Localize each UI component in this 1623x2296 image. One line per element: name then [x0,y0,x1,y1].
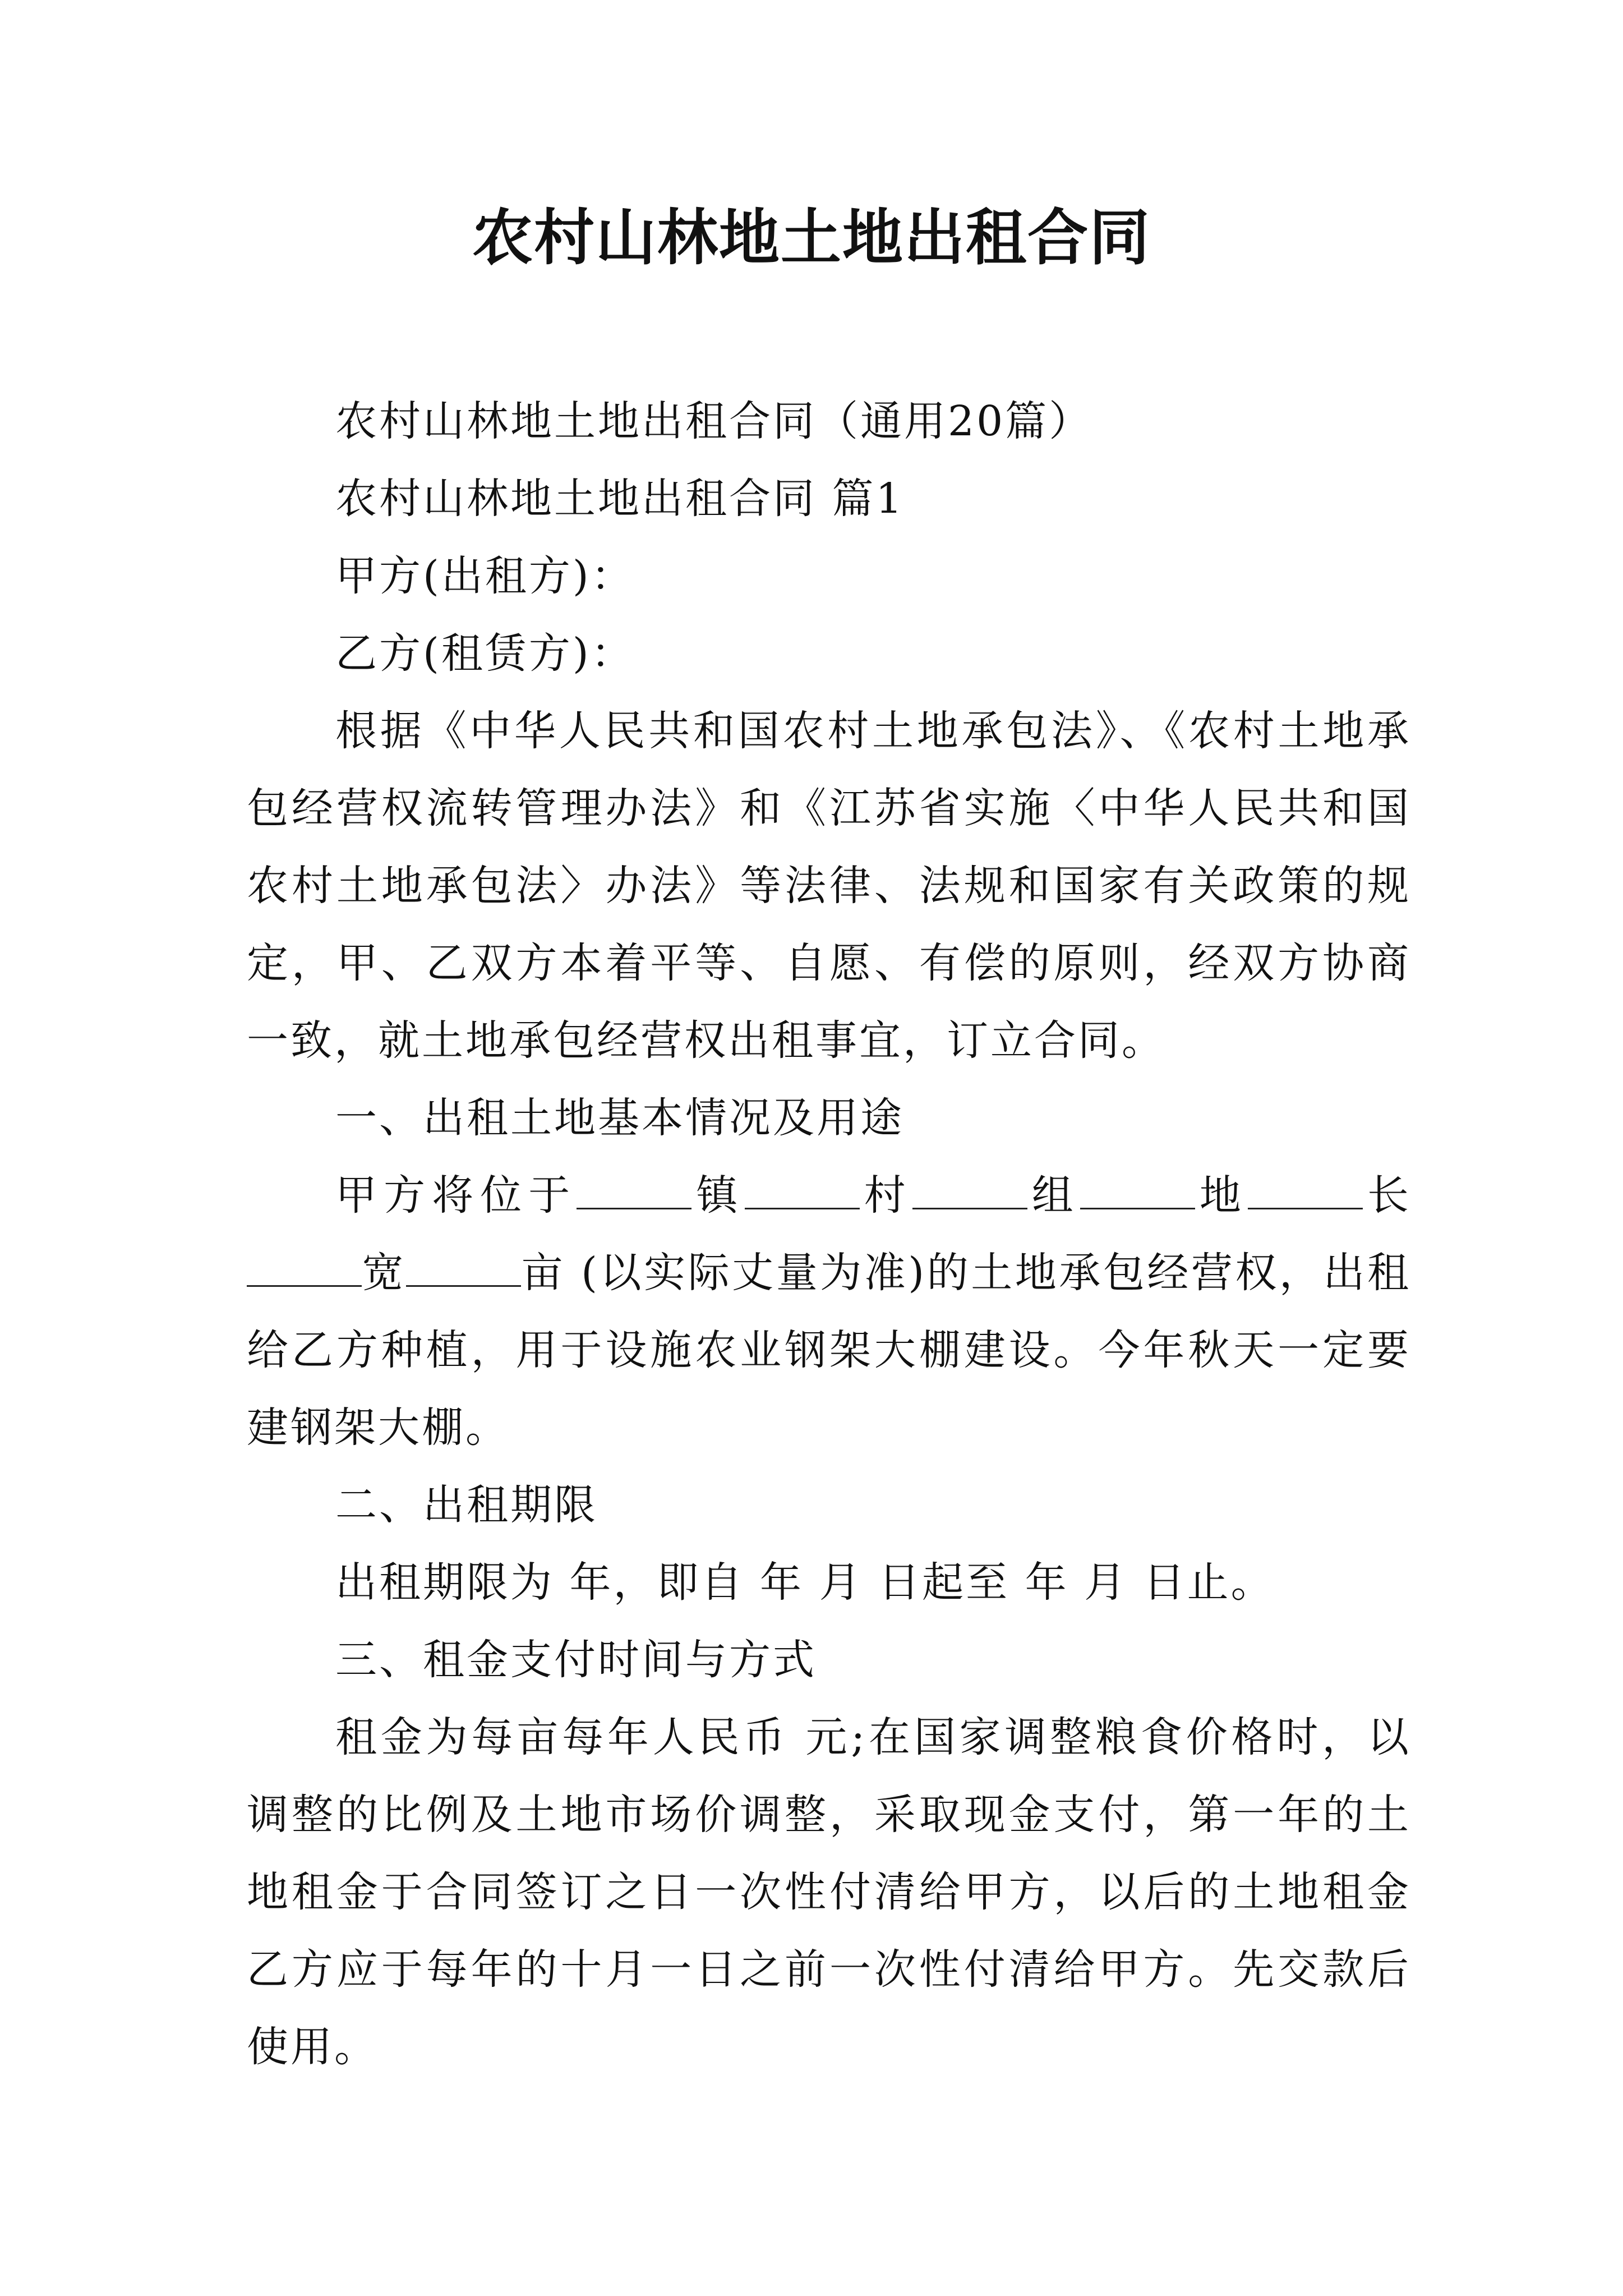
subtitle-line: 农村山林地土地出租合同（通用20篇） [335,397,1093,445]
blank-field-location [1248,1174,1363,1209]
clause-1-text-c: 村 [859,1171,912,1220]
clause-1-text-a: 甲方将位于 [335,1171,577,1220]
clause-2-heading: 二、出租期限 [335,1481,598,1529]
clause-1-text-f: 长 [1362,1171,1412,1220]
clause-1-heading: 一、出租土地基本情况及用途 [335,1094,904,1142]
blank-field-group [912,1174,1027,1209]
blank-field-length [247,1251,362,1287]
blank-field-village [745,1174,860,1209]
party-a-line: 甲方(出租方)： [335,552,635,600]
section-heading-part1: 农村山林地土地出租合同 篇1 [335,475,905,523]
clause-1-text-e: 地 [1195,1171,1248,1220]
clause-1-text-d: 组 [1027,1171,1080,1220]
clause-2-body: 出租期限为 年，即自 年 月 日起至 年 月 日止。 [335,1558,1275,1607]
blank-field-width [406,1251,521,1287]
blank-field-town [577,1174,691,1209]
clause-1-text-b: 镇 [691,1171,745,1220]
preamble-paragraph: 根据《中华人民共和国农村土地承包法》、《农村土地承包经营权流转管理办法》和《江苏省实施〈中华人民共和国农村土地承包法〉办法》等法律、法规和国家有关政策的规定，甲、乙双方本着平等、自愿、有偿的原则，经双方协商一致，就土地承包经营权出租事宜，订立合同。 [247,707,1411,1065]
document-title: 农村山林地土地出租合同 [472,203,1151,273]
document-body [247,383,1411,2086]
party-b-line: 乙方(租赁方)： [335,629,635,678]
clause-1-text-g: 宽 [362,1249,407,1297]
clause-1-text-h: 亩 (以实际丈量为准)的土地承包经营权，出租给乙方种植，用于设施农业钢架大棚建设。今年秋天一定要建钢架大棚。 [247,1249,1411,1452]
clause-1-body [247,1157,1411,1466]
clause-3-heading: 三、租金支付时间与方式 [335,1636,817,1684]
clause-3-body: 租金为每亩每年人民币 元;在国家调整粮食价格时，以调整的比例及土地市场价调整，采取现金支付，第一年的土地租金于合同签订之日一次性付清给甲方，以后的土地租金乙方应于每年的十月一日之前一次性付清给甲方。先交款后使用。 [247,1713,1411,2071]
blank-field-plot [1080,1174,1195,1209]
